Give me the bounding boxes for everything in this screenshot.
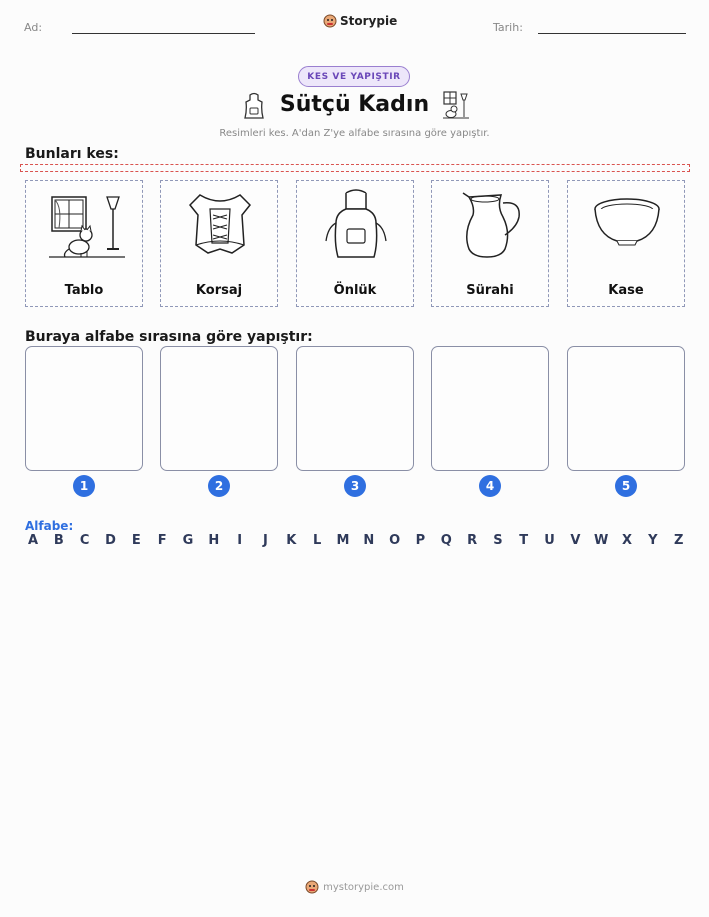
alphabet-letter: V (570, 533, 581, 548)
alphabet-letter: S (493, 533, 503, 548)
alphabet-letter: P (415, 533, 426, 548)
alphabet-letter: R (467, 533, 478, 548)
alphabet-letter: E (131, 533, 141, 548)
brand-name: Storypie (340, 14, 398, 28)
storypie-mascot-icon (305, 880, 319, 894)
date-line[interactable] (538, 33, 686, 34)
name-label: Ad: (24, 21, 43, 34)
slot-number: 4 (479, 475, 501, 497)
card-label: Sürahi (466, 283, 514, 298)
alphabet-letter: T (519, 533, 529, 548)
activity-badge: KES VE YAPIŞTIR (298, 66, 410, 87)
alphabet-letter: Y (648, 533, 658, 548)
slot-number: 1 (73, 475, 95, 497)
alphabet-letter: M (336, 533, 350, 548)
date-label: Tarih: (493, 21, 523, 34)
paste-heading: Buraya alfabe sırasına göre yapıştır: (25, 329, 313, 345)
paste-slot-2[interactable] (160, 346, 278, 471)
name-line[interactable] (72, 33, 255, 34)
alphabet-letter: N (363, 533, 375, 548)
card-label: Korsaj (195, 283, 243, 298)
cut-card-surahi[interactable] (431, 180, 549, 307)
painting-icon (442, 90, 470, 120)
cut-line (20, 164, 690, 172)
cut-heading: Bunları kes: (25, 146, 119, 162)
alphabet-letter: F (157, 533, 167, 548)
card-label: Kase (608, 283, 644, 298)
alphabet-letter: B (53, 533, 64, 548)
paste-slot-4[interactable] (431, 346, 549, 471)
alphabet-row (25, 533, 687, 548)
slot-number: 2 (208, 475, 230, 497)
alphabet-letter: W (594, 533, 609, 548)
alphabet-letter: K (286, 533, 297, 548)
instructions: Resimleri kes. A'dan Z'ye alfabe sırasına göre yapıştır. (219, 128, 490, 139)
slot-number: 5 (615, 475, 637, 497)
painting-icon (35, 187, 135, 269)
alphabet-label: Alfabe: (25, 519, 74, 533)
paste-slot-5[interactable] (567, 346, 685, 471)
cut-card-onluk[interactable] (296, 180, 414, 307)
bowl-icon (577, 187, 677, 269)
paste-slot-1[interactable] (25, 346, 143, 471)
storypie-mascot-icon (323, 14, 337, 28)
slot-number: 3 (344, 475, 366, 497)
footer (0, 880, 709, 894)
alphabet-letter: L (312, 533, 322, 548)
cut-card-korsaj[interactable] (160, 180, 278, 307)
apron-icon (306, 187, 406, 269)
brand-logo (323, 14, 397, 28)
jug-icon (441, 187, 541, 269)
alphabet-letter: Q (440, 533, 452, 548)
footer-url[interactable]: mystorypie.com (323, 881, 404, 893)
alphabet-letter: J (263, 533, 268, 548)
alphabet-letter: U (544, 533, 555, 548)
alphabet-letter: G (182, 533, 194, 548)
page-title: Sütçü Kadın (279, 92, 430, 117)
alphabet-letter: H (208, 533, 220, 548)
alphabet-letter: A (27, 533, 39, 548)
alphabet-letter: C (79, 533, 90, 548)
alphabet-letter: Z (673, 533, 684, 548)
alphabet-letter: I (237, 533, 243, 548)
alphabet-letter: X (622, 533, 633, 548)
cut-card-tablo[interactable] (25, 180, 143, 307)
cut-card-kase[interactable] (567, 180, 685, 307)
alphabet-letter: D (105, 533, 116, 548)
bodice-icon (170, 187, 270, 269)
card-label: Önlük (333, 283, 377, 298)
alphabet-letter: O (389, 533, 401, 548)
card-label: Tablo (64, 283, 104, 298)
paste-slot-3[interactable] (296, 346, 414, 471)
